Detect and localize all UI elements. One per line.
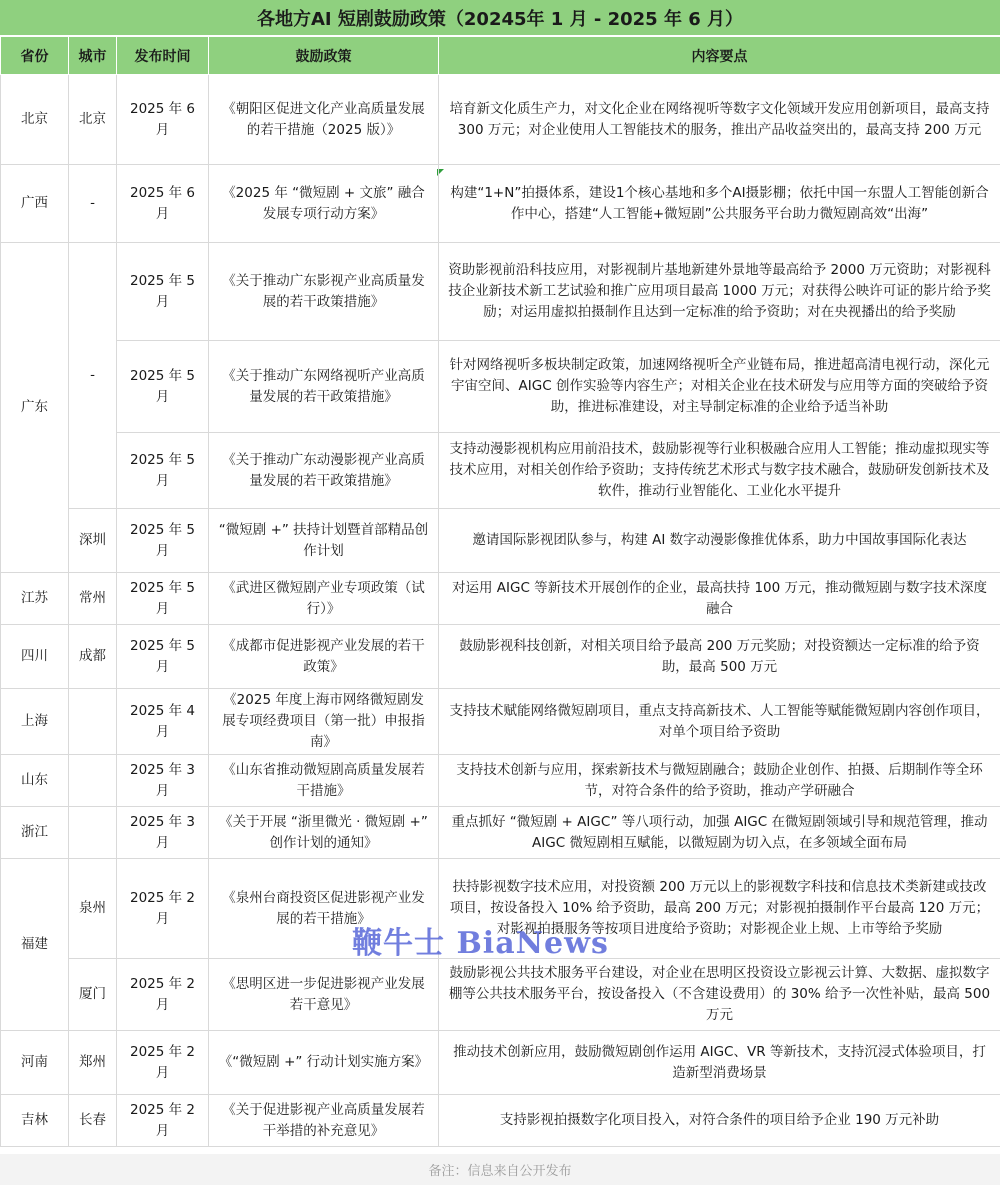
city-cell: 深圳 (69, 509, 117, 573)
content-cell: 支持技术赋能网络微短剧项目，重点支持高新技术、人工智能等赋能微短剧内容创作项目，对单个项目给予资助 (439, 689, 1000, 755)
table-row (1, 243, 1000, 341)
header-province: 省份 (1, 37, 69, 75)
policy-cell: 《“微短剧 +” 行动计划实施方案》 (209, 1031, 439, 1095)
content-cell: 邀请国际影视团队参与，构建 AI 数字动漫影像推优体系，助力中国故事国际化表达 (439, 509, 1000, 573)
table-row (1, 1095, 1000, 1147)
table-row (1, 165, 1000, 243)
table-row (1, 573, 1000, 625)
table-row (1, 341, 1000, 433)
content-cell: 支持动漫影视机构应用前沿技术，鼓励影视等行业积极融合应用人工智能；推动虚拟现实等技术应用，对相关创作给予资助；支持传统艺术形式与数字技术融合，鼓励研发创新技术及软件，推动行业智能化、工业化水平提升 (439, 433, 1000, 509)
bianews-watermark: 鞭牛士 BiaNews (352, 926, 609, 961)
policy-cell: 《关于促进影视产业高质量发展若干举措的补充意见》 (209, 1095, 439, 1147)
header-city: 城市 (69, 37, 117, 75)
policy-cell: 《关于推动广东网络视听产业高质量发展的若干政策措施》 (209, 341, 439, 433)
date-cell: 2025 年 6 月 (117, 165, 209, 243)
header-date: 发布时间 (117, 37, 209, 75)
content-cell: 扶持影视数字技术应用，对投资额 200 万元以上的影视数字科技和信息技术类新建或技改项目，按设备投入 10% 给予资助，最高 200 万元；对影视拍摄制作平台最高 120 万元；对影视拍摄服务等按项目进度给予资助；对影视企业上规、上市等给予奖励 (439, 859, 1000, 959)
date-cell: 2025 年 2 月 (117, 1031, 209, 1095)
policy-cell: 《关于开展 “浙里微光 · 微短剧 +” 创作计划的通知》 (209, 807, 439, 859)
header-content: 内容要点 (439, 37, 1000, 75)
content-cell: 资助影视前沿科技应用，对影视制片基地新建外景地等最高给予 2000 万元资助；对影视科技企业新技术新工艺试验和推广应用项目最高 1000 万元；对获得公映许可证的影片给予奖励；对运用虚拟拍摄制作且达到一定标准的给予资助；对在央视播出的给予奖励 (439, 243, 1000, 341)
city-cell: 长春 (69, 1095, 117, 1147)
date-cell: 2025 年 5 月 (117, 243, 209, 341)
policy-text: 《2025 年度上海市网络微短剧发展专项经费项目（第一批）申报指南》 (222, 692, 425, 750)
content-cell: 支持技术创新与应用，探索新技术与微短剧融合；鼓励企业创作、拍摄、后期制作等全环节，对符合条件的给予资助，推动产学研融合 (439, 755, 1000, 807)
content-cell: 鼓励影视科技创新，对相关项目给予最高 200 万元奖励；对投资额达一定标准的给予资助，最高 500 万元 (439, 625, 1000, 689)
policy-cell (209, 689, 439, 755)
policy-cell: 《关于推动广东动漫影视产业高质量发展的若干政策措施》 (209, 433, 439, 509)
date-cell: 2025 年 2 月 (117, 1095, 209, 1147)
table-row (1, 509, 1000, 573)
province-cell: 上海 (1, 689, 69, 755)
province-cell: 吉林 (1, 1095, 69, 1147)
policy-cell: 《2025 年 “微短剧 + 文旅” 融合发展专项行动方案》 (209, 165, 439, 243)
province-cell: 北京 (1, 75, 69, 165)
table-row (1, 433, 1000, 509)
date-cell: 2025 年 5 月 (117, 433, 209, 509)
province-cell: 广东 (1, 243, 69, 573)
city-cell: 厦门 (69, 959, 117, 1031)
city-cell (69, 807, 117, 859)
policy-table (0, 36, 1000, 1147)
table-row (1, 689, 1000, 755)
date-cell: 2025 年 2 月 (117, 859, 209, 959)
policy-cell: 《泉州台商投资区促进影视产业发展的若干措施》 (209, 859, 439, 959)
province-cell: 山东 (1, 755, 69, 807)
city-cell: 成都 (69, 625, 117, 689)
province-cell: 四川 (1, 625, 69, 689)
city-cell: 泉州 (69, 859, 117, 959)
table-row (1, 625, 1000, 689)
content-cell: 培育新文化质生产力，对文化企业在网络视听等数字文化领域开发应用创新项目，最高支持 300 万元；对企业使用人工智能技术的服务，推出产品收益突出的，最高支持 200 万元 (439, 75, 1000, 165)
city-cell: - (69, 165, 117, 243)
table-row (1, 859, 1000, 959)
table-row (1, 75, 1000, 165)
policy-cell: “微短剧 +” 扶持计划暨首部精品创作计划 (209, 509, 439, 573)
date-cell: 2025 年 5 月 (117, 341, 209, 433)
content-cell: 针对网络视听多板块制定政策，加速网络视听全产业链布局，推进超高清电视行动，深化元宇宙空间、AIGC 创作实验等内容生产；对相关企业在技术研发与应用等方面的突破给予资助，推进标准建设，对主导制定标准的企业给予适当补助 (439, 341, 1000, 433)
city-cell (69, 755, 117, 807)
city-cell: 常州 (69, 573, 117, 625)
policy-cell: 《朝阳区促进文化产业高质量发展的若干措施（2025 版）》 (209, 75, 439, 165)
content-cell: 鼓励影视公共技术服务平台建设，对企业在思明区投资设立影视云计算、大数据、虚拟数字棚等公共技术服务平台，按设备投入（不含建设费用）的 30% 给予一次性补贴，最高 500 万元 (439, 959, 1000, 1031)
province-cell: 广西 (1, 165, 69, 243)
city-cell (69, 689, 117, 755)
content-cell: 对运用 AIGC 等新技术开展创作的企业，最高扶持 100 万元，推动微短剧与数字技术深度融合 (439, 573, 1000, 625)
date-cell: 2025 年 4 月 (117, 689, 209, 755)
content-cell: 推动技术创新应用，鼓励微短剧创作运用 AIGC、VR 等新技术，支持沉浸式体验项目，打造新型消费场景 (439, 1031, 1000, 1095)
header-row (1, 37, 1000, 75)
table-row (1, 807, 1000, 859)
city-cell: 郑州 (69, 1031, 117, 1095)
policy-cell: 《武进区微短剧产业专项政策（试行）》 (209, 573, 439, 625)
province-cell: 浙江 (1, 807, 69, 859)
date-cell: 2025 年 5 月 (117, 625, 209, 689)
table-title: 各地方AI 短剧鼓励政策（20245年 1 月 - 2025 年 6 月） (0, 0, 1000, 36)
policy-cell: 《关于推动广东影视产业高质量发展的若干政策措施》 (209, 243, 439, 341)
date-cell: 2025 年 3 月 (117, 807, 209, 859)
content-cell: 构建“1+N”拍摄体系，建设1个核心基地和多个AI摄影棚；依托中国一东盟人工智能创新合作中心，搭建“人工智能+微短剧”公共服务平台助力微短剧高效“出海” (439, 165, 1000, 243)
table-row (1, 1031, 1000, 1095)
source-note: 备注：信息来自公开发布 (0, 1154, 1000, 1185)
policy-cell: 《山东省推动微短剧高质量发展若干措施》 (209, 755, 439, 807)
date-cell: 2025 年 6 月 (117, 75, 209, 165)
province-cell: 江苏 (1, 573, 69, 625)
city-cell: 北京 (69, 75, 117, 165)
content-cell: 重点抓好 “微短剧 + AIGC” 等八项行动，加强 AIGC 在微短剧领域引导和规范管理，推动 AIGC 微短剧相互赋能，以微短剧为切入点，在多领域全面布局 (439, 807, 1000, 859)
policy-cell: 《思明区进一步促进影视产业发展若干意见》 (209, 959, 439, 1031)
date-cell: 2025 年 5 月 (117, 509, 209, 573)
policy-cell: 《成都市促进影视产业发展的若干政策》 (209, 625, 439, 689)
province-cell: 河南 (1, 1031, 69, 1095)
table-row (1, 755, 1000, 807)
date-cell: 2025 年 3 月 (117, 755, 209, 807)
province-cell: 福建 (1, 859, 69, 1031)
header-policy: 鼓励政策 (209, 37, 439, 75)
city-cell: - (69, 243, 117, 509)
table-row (1, 959, 1000, 1031)
date-cell: 2025 年 2 月 (117, 959, 209, 1031)
date-cell: 2025 年 5 月 (117, 573, 209, 625)
content-cell: 支持影视拍摄数字化项目投入，对符合条件的项目给予企业 190 万元补助 (439, 1095, 1000, 1147)
